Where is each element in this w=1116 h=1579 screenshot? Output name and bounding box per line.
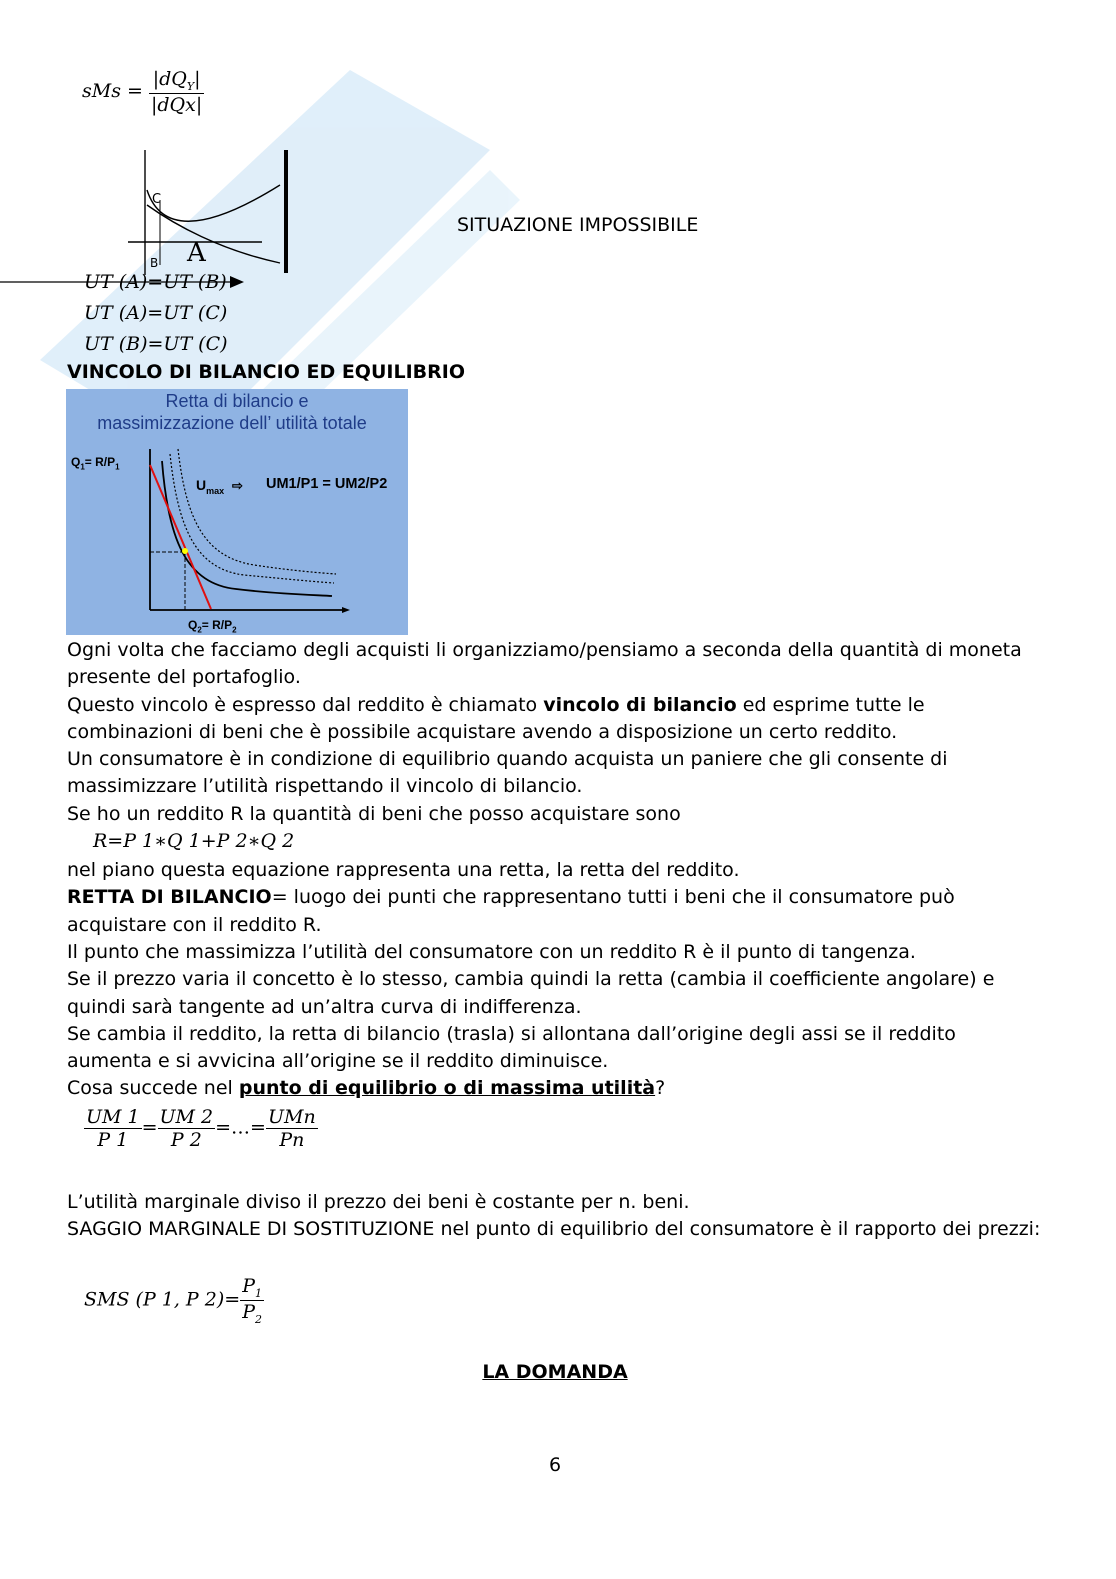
sms-fraction xyxy=(149,68,204,116)
page-number: 6 xyxy=(548,1454,562,1476)
sms2-num-sub: 1 xyxy=(254,1286,262,1300)
sms2-fraction xyxy=(240,1275,264,1326)
point-a-label: A xyxy=(187,238,206,268)
budget-line xyxy=(150,465,211,609)
paragraph-11: L’utilità marginale diviso il prezzo dei beni è costante per n. beni. xyxy=(67,1191,690,1213)
sms-lhs: sMs xyxy=(82,79,121,102)
point-b-label: B xyxy=(150,256,159,270)
sms2-den-sub: 2 xyxy=(254,1312,262,1326)
figure-x-axis-label xyxy=(188,618,237,634)
sms2-den-p: P xyxy=(242,1300,255,1323)
paragraph-8: Se il prezzo varia il concetto è lo stesso, cambia quindi la retta (cambia il coefficiente angolare) e quindi sarà tangente ad un’altra curva di indifferenza. xyxy=(67,968,995,1018)
um-den-2: P 2 xyxy=(170,1129,202,1151)
paragraph-10 xyxy=(67,1075,1042,1102)
x-label-rest-sub: 2 xyxy=(232,625,237,635)
paragraph-12: SAGGIO MARGINALE DI SOSTITUZIONE nel punto di equilibrio del consumatore è il rapporto dei prezzi: xyxy=(67,1218,1041,1240)
umax-sub: max xyxy=(206,485,225,496)
body-text-block xyxy=(67,637,1042,1103)
paragraph-5: nel piano questa equazione rappresenta una retta, la retta del reddito. xyxy=(67,859,740,882)
um-den-1: P 1 xyxy=(97,1129,129,1151)
sms2-num-p: P xyxy=(242,1275,255,1297)
figure-plot xyxy=(66,389,408,635)
figure-condition: UM1/P1 = UM2/P2 xyxy=(266,476,388,492)
p2-text-a: Questo vincolo è espresso dal reddito è chiamato xyxy=(67,693,544,716)
la-domanda-heading: LA DOMANDA xyxy=(482,1361,628,1383)
um-num-2: UM 2 xyxy=(159,1106,214,1128)
sms2-lhs: SMS (P 1, P 2)= xyxy=(84,1288,241,1311)
paragraph-2 xyxy=(67,692,1042,747)
sms-eq: = xyxy=(127,79,143,102)
sms-num-sub: Y xyxy=(186,79,195,93)
um-frac-3 xyxy=(266,1106,318,1151)
um-num-1: UM 1 xyxy=(86,1106,140,1128)
sms-num-end: | xyxy=(194,68,201,90)
sms-denominator: |dQx| xyxy=(150,93,203,116)
point-c-label: C xyxy=(152,192,162,207)
indifference-curve-2 xyxy=(147,205,280,263)
x-label-rest: = R/P xyxy=(201,618,233,632)
um-num-3: UMn xyxy=(267,1106,316,1128)
p2-bold: vincolo di bilancio xyxy=(543,693,737,716)
arrow-head xyxy=(230,276,244,288)
paragraph-3: Un consumatore è in condizione di equilibrio quando acquista un paniere che gli consente di massimizzare l’utilità rispettando il vincolo di bilancio. xyxy=(67,748,948,798)
tangency-point xyxy=(182,548,188,554)
ut-equation-2: UT (A)=UT (C) xyxy=(84,302,228,324)
um-frac-1 xyxy=(84,1106,142,1151)
figure-title-line2: massimizzazione dell’ utilità totale xyxy=(97,413,367,433)
y-label-rest: = R/P xyxy=(84,455,116,469)
formula-reddito: R=P 1∗Q 1+P 2∗Q 2 xyxy=(93,830,295,853)
p10-text-a: Cosa succede nel xyxy=(67,1077,239,1100)
sms-formula xyxy=(82,68,204,116)
umax-arrow-icon: ⇨ xyxy=(232,478,243,493)
sms2-num xyxy=(240,1275,264,1301)
indifference-curve-high xyxy=(178,449,336,574)
ut-equation-3: UT (B)=UT (C) xyxy=(84,333,228,355)
paragraph-4: Se ho un reddito R la quantità di beni che posso acquistare sono xyxy=(67,802,681,825)
umax-u: U xyxy=(196,477,207,493)
p2-text-b: ed esprime tutte le combinazioni di beni che è possibile acquistare avendo a disposizione un certo reddito. xyxy=(67,693,925,743)
paragraph-7: Il punto che massimizza l’utilità del consumatore con un reddito R è il punto di tangenza. xyxy=(67,940,916,963)
um-eq-1: = xyxy=(141,1116,158,1139)
p6-rest: = luogo dei punti che rappresentano tutti i beni che il consumatore può acquistare con il reddito R. xyxy=(67,886,955,936)
indifference-curve-1 xyxy=(147,185,280,221)
p10-text-b: ? xyxy=(655,1077,666,1100)
p10-link[interactable]: punto di equilibrio o di massima utilità xyxy=(238,1077,656,1100)
x-label-q: Q xyxy=(188,618,198,632)
p6-bold: RETTA DI BILANCIO xyxy=(67,886,272,909)
y-label-sub: 1 xyxy=(80,462,85,472)
ut-equation-1: UT (A)=UT (B) xyxy=(84,271,227,293)
x-label-sub: 2 xyxy=(197,625,202,635)
um-den-3: Pn xyxy=(279,1129,305,1151)
um-dots: =…= xyxy=(215,1116,266,1139)
y-label-q: Q xyxy=(71,455,81,469)
paragraph-1: Ogni volta che facciamo degli acquisti li organizziamo/pensiamo a seconda della quantità di moneta presente del portafoglio. xyxy=(67,639,1022,689)
paragraph-6 xyxy=(67,884,1042,939)
um-frac-2 xyxy=(158,1106,216,1151)
sms-numerator xyxy=(149,68,204,94)
figure-title-line1: Retta di bilancio e xyxy=(165,391,309,411)
sms2-den xyxy=(240,1301,264,1326)
impossible-situation-label: SITUAZIONE IMPOSSIBILE xyxy=(457,214,699,236)
y-label-rest-sub: 1 xyxy=(115,462,120,472)
paragraph-9: Se cambia il reddito, la retta di bilancio (trasla) si allontana dall’origine degli assi se il reddito aumenta e si avvicina all’origine se il reddito diminuisce. xyxy=(67,1022,956,1073)
figure-x-arrow xyxy=(342,607,350,613)
section-heading: VINCOLO DI BILANCIO ED EQUILIBRIO xyxy=(67,361,465,383)
budget-figure xyxy=(66,389,408,635)
formula-um xyxy=(84,1106,318,1151)
indifference-curve-mid xyxy=(170,454,334,583)
sms-num-text: |dQ xyxy=(152,68,187,90)
formula-sms-prices xyxy=(84,1275,264,1326)
